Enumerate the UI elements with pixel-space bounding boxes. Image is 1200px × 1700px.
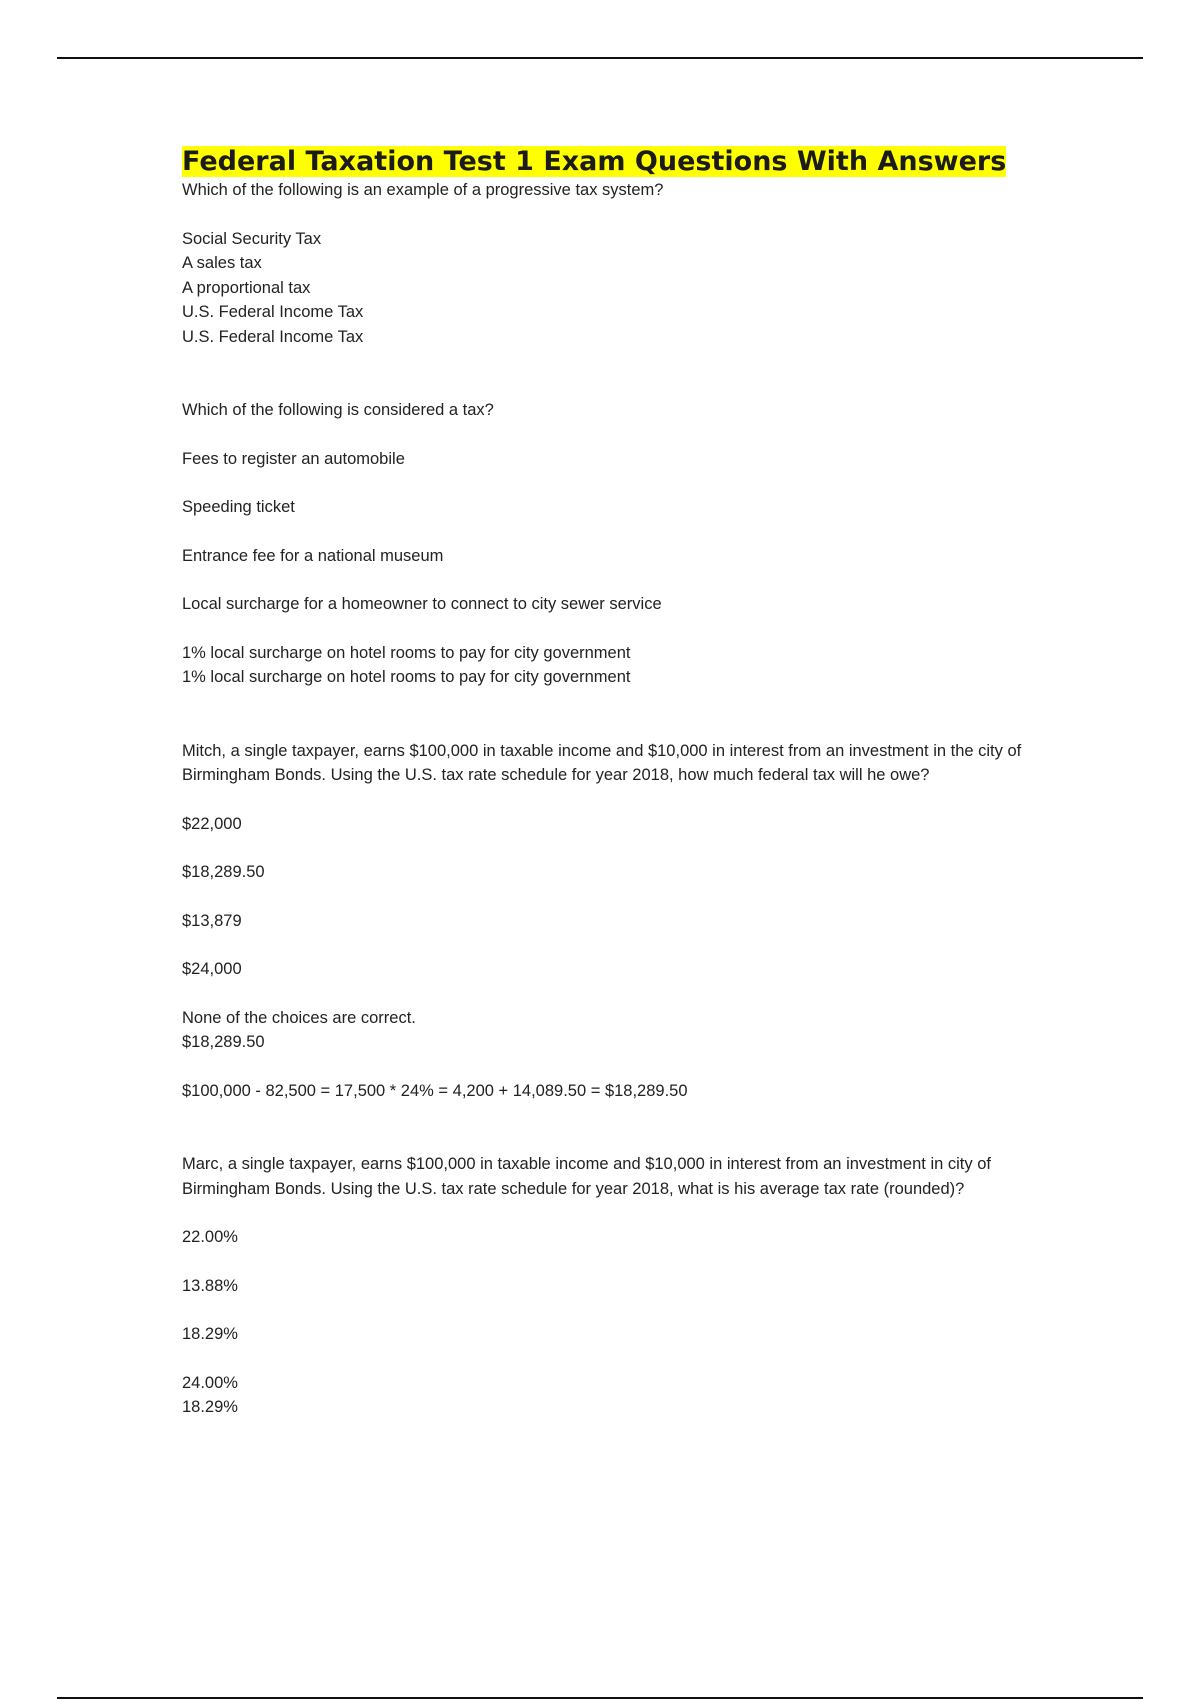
block-spacer (182, 690, 1062, 739)
option-item: Social Security Tax (182, 229, 322, 248)
option-item: 24.00% (182, 1373, 238, 1392)
option-item: Local surcharge for a homeowner to connect to city sewer service (182, 595, 662, 613)
option-item: U.S. Federal Income Tax (182, 303, 364, 321)
question-block-2 (182, 398, 1062, 690)
title-highlight: Federal Taxation Test 1 Exam Questions With Answers (182, 146, 1007, 177)
option-item: 22.00% (182, 1228, 238, 1246)
block-spacer (182, 1103, 1062, 1152)
question-text: Mitch, a single taxpayer, earns $100,000 in taxable income and $10,000 in interest from an investment in the city of Birmingham Bonds. Using the U.S. tax rate schedule for year 2018, how much federal tax will he owe? (182, 741, 1022, 784)
document-body (182, 146, 1062, 1420)
option-list (182, 812, 1062, 1104)
option-item: None of the choices are correct. (182, 1008, 416, 1027)
option-item: 13.88% (182, 1276, 238, 1295)
question-block-4 (182, 1152, 1062, 1420)
document-title (182, 146, 1062, 178)
block-spacer (182, 349, 1062, 398)
answer-text: U.S. Federal Income Tax (182, 327, 364, 346)
header-rule (57, 57, 1143, 59)
option-list (182, 227, 1062, 350)
answer-text: $18,289.50 (182, 1033, 265, 1051)
option-list (182, 1225, 1062, 1420)
option-item: Speeding ticket (182, 498, 295, 516)
footer-rule (57, 1697, 1143, 1699)
option-item: $13,879 (182, 911, 242, 930)
answer-text: 18.29% (182, 1398, 238, 1416)
option-item: A sales tax (182, 254, 262, 272)
option-list (182, 447, 1062, 690)
question-block-3 (182, 739, 1062, 1104)
option-item: 18.29% (182, 1325, 238, 1343)
question-text: Marc, a single taxpayer, earns $100,000 in taxable income and $10,000 in interest from an investment in city of Birmingham Bonds. Using the U.S. tax rate schedule for year 2018, what is his average tax rate (rounded)? (182, 1155, 991, 1198)
explanation-text: $100,000 - 82,500 = 17,500 * 24% = 4,200 + 14,089.50 = $18,289.50 (182, 1081, 688, 1100)
answer-text: 1% local surcharge on hotel rooms to pay for city government (182, 668, 631, 686)
question-text: Which of the following is an example of a progressive tax system? (182, 181, 664, 199)
option-item: Fees to register an automobile (182, 449, 405, 468)
option-item: 1% local surcharge on hotel rooms to pay for city government (182, 643, 631, 662)
option-item: $18,289.50 (182, 863, 265, 881)
option-item: $22,000 (182, 814, 242, 833)
question-text: Which of the following is considered a tax? (182, 401, 494, 419)
option-item: $24,000 (182, 960, 242, 978)
option-item: Entrance fee for a national museum (182, 546, 444, 565)
question-block-1 (182, 178, 1062, 349)
option-item: A proportional tax (182, 278, 311, 297)
